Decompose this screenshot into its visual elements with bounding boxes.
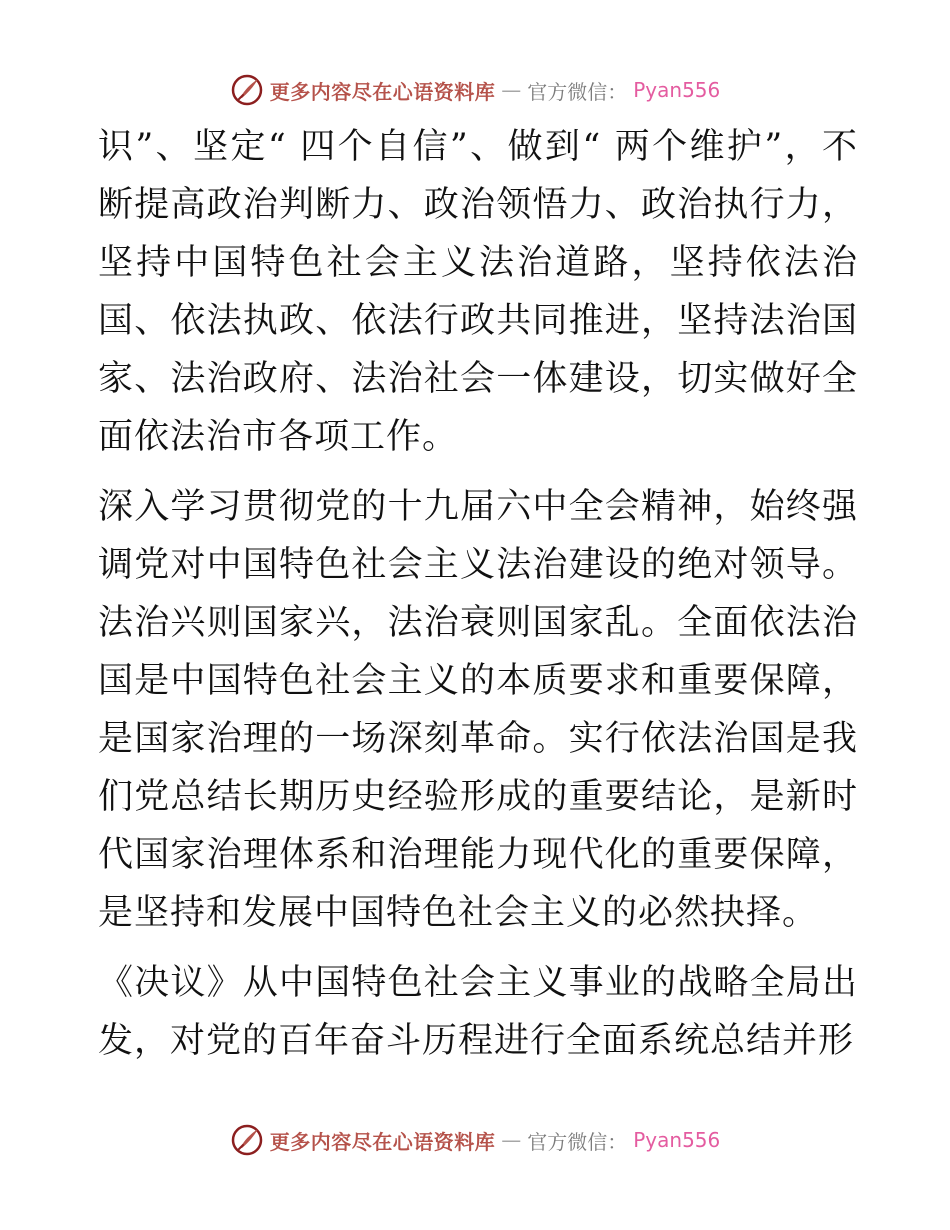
paragraph-1: 识”、坚定“ 四个自信”、做到“ 两个维护”，不断提高政治判断力、政治领悟力、政治执行力，坚持中国特色社会主义法治道路，坚持依法治国、依法执政、依法行政共同推进，坚持法治国家、法治政府、法治社会一体建设，切实做好全面依法治市各项工作。 [98,127,858,457]
site-promo-text: 更多内容尽在心语资料库 [269,1129,496,1154]
wechat-id: Pyan556 [633,78,721,102]
paragraph-2: 深入学习贯彻党的十九届六中全会精神，始终强调党对中国特色社会主义法治建设的绝对领导。法治兴则国家兴，法治衰则国家乱。全面依法治国是中国特色社会主义的本质要求和重要保障，是国家治理的一场深刻革命。实行依法治国是我们党总结长期历史经验形成的重要结论，是新时代国家治理体系和治理能力现代化的重要保障，是坚持和发展中国特色社会主义的必然抉择。 [98,487,858,933]
document-body [98,118,858,1070]
paragraph-3: 《决议》从中国特色社会主义事业的战略全局出发，对党的百年奋斗历程进行全面系统总结并形 [98,963,858,1061]
quill-pen-logo-icon [230,1123,264,1157]
banner-separator: — [501,1128,522,1152]
wechat-label: 官方微信： [527,1129,628,1154]
wechat-id: Pyan556 [633,1128,721,1152]
quill-pen-logo-icon [230,73,264,107]
banner-separator: — [501,78,522,102]
site-promo-text: 更多内容尽在心语资料库 [269,79,496,104]
header-banner [0,70,950,110]
wechat-label: 官方微信： [527,79,628,104]
footer-banner [0,1120,950,1160]
